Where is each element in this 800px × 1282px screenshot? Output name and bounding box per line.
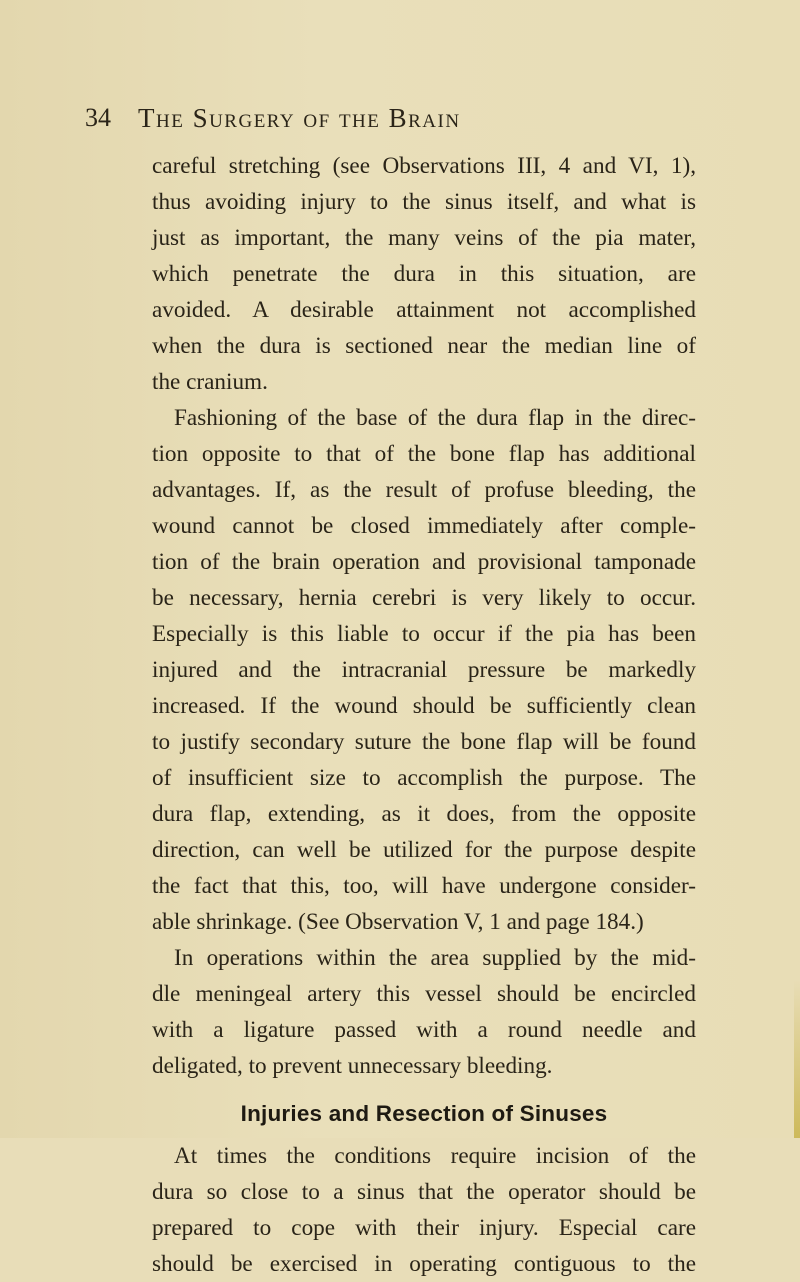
section-heading: Injuries and Resection of Sinuses [240, 1101, 608, 1126]
text-line: wound cannot be closed immediately after comple- [152, 513, 696, 539]
body-text [152, 148, 696, 1282]
text-line: careful stretching (see Observations III, 4 and VI, 1), [152, 153, 696, 179]
text-line: tion opposite to that of the bone flap has additional [152, 441, 696, 467]
running-title: The Surgery of the Brain [138, 103, 461, 133]
running-header [0, 101, 800, 141]
text-line: the cranium. [152, 369, 268, 395]
text-line: to justify secondary suture the bone flap will be found [152, 729, 696, 755]
page-number: 34 [85, 103, 111, 132]
text-line: deligated, to prevent unnecessary bleeding. [152, 1053, 553, 1079]
text-line: increased. If the wound should be sufficiently clean [152, 693, 696, 719]
text-line: thus avoiding injury to the sinus itself, and what is [152, 189, 696, 215]
paragraph-2 [152, 400, 696, 940]
paragraph-1 [152, 148, 696, 400]
text-line: when the dura is sectioned near the median line of [152, 333, 696, 359]
text-line: direction, can well be utilized for the purpose despite [152, 837, 696, 863]
text-line: the fact that this, too, will have undergone consider- [152, 873, 696, 899]
text-line: injured and the intracranial pressure be markedly [152, 657, 696, 683]
paragraph-3 [152, 940, 696, 1084]
text-line: which penetrate the dura in this situation, are [152, 261, 696, 287]
text-line: advantages. If, as the result of profuse bleeding, the [152, 477, 696, 503]
text-line: of insufficient size to accomplish the purpose. The [152, 765, 696, 791]
text-line: At times the conditions require incision of the [174, 1143, 696, 1169]
paragraph-4 [152, 1138, 696, 1282]
text-line: with a ligature passed with a round needle and [152, 1017, 696, 1043]
text-line: avoided. A desirable attainment not accomplished [152, 297, 696, 323]
text-line: In operations within the area supplied by the mid- [174, 945, 696, 971]
text-line: tion of the brain operation and provisional tamponade [152, 549, 696, 575]
text-line: able shrinkage. (See Observation V, 1 and page 184.) [152, 909, 644, 935]
text-line: dura flap, extending, as it does, from the opposite [152, 801, 696, 827]
text-line: just as important, the many veins of the pia mater, [152, 225, 696, 251]
text-line: dle meningeal artery this vessel should be encircled [152, 981, 696, 1007]
text-line: Fashioning of the base of the dura flap in the direc- [174, 405, 696, 431]
text-line: prepared to cope with their injury. Especial care [152, 1215, 696, 1241]
text-line: should be exercised in operating contiguous to the [152, 1251, 696, 1277]
text-line: be necessary, hernia cerebri is very likely to occur. [152, 585, 696, 611]
text-line: dura so close to a sinus that the operator should be [152, 1179, 696, 1205]
text-line: Especially is this liable to occur if the pia has been [152, 621, 696, 647]
page-edge-stain [794, 980, 800, 1138]
